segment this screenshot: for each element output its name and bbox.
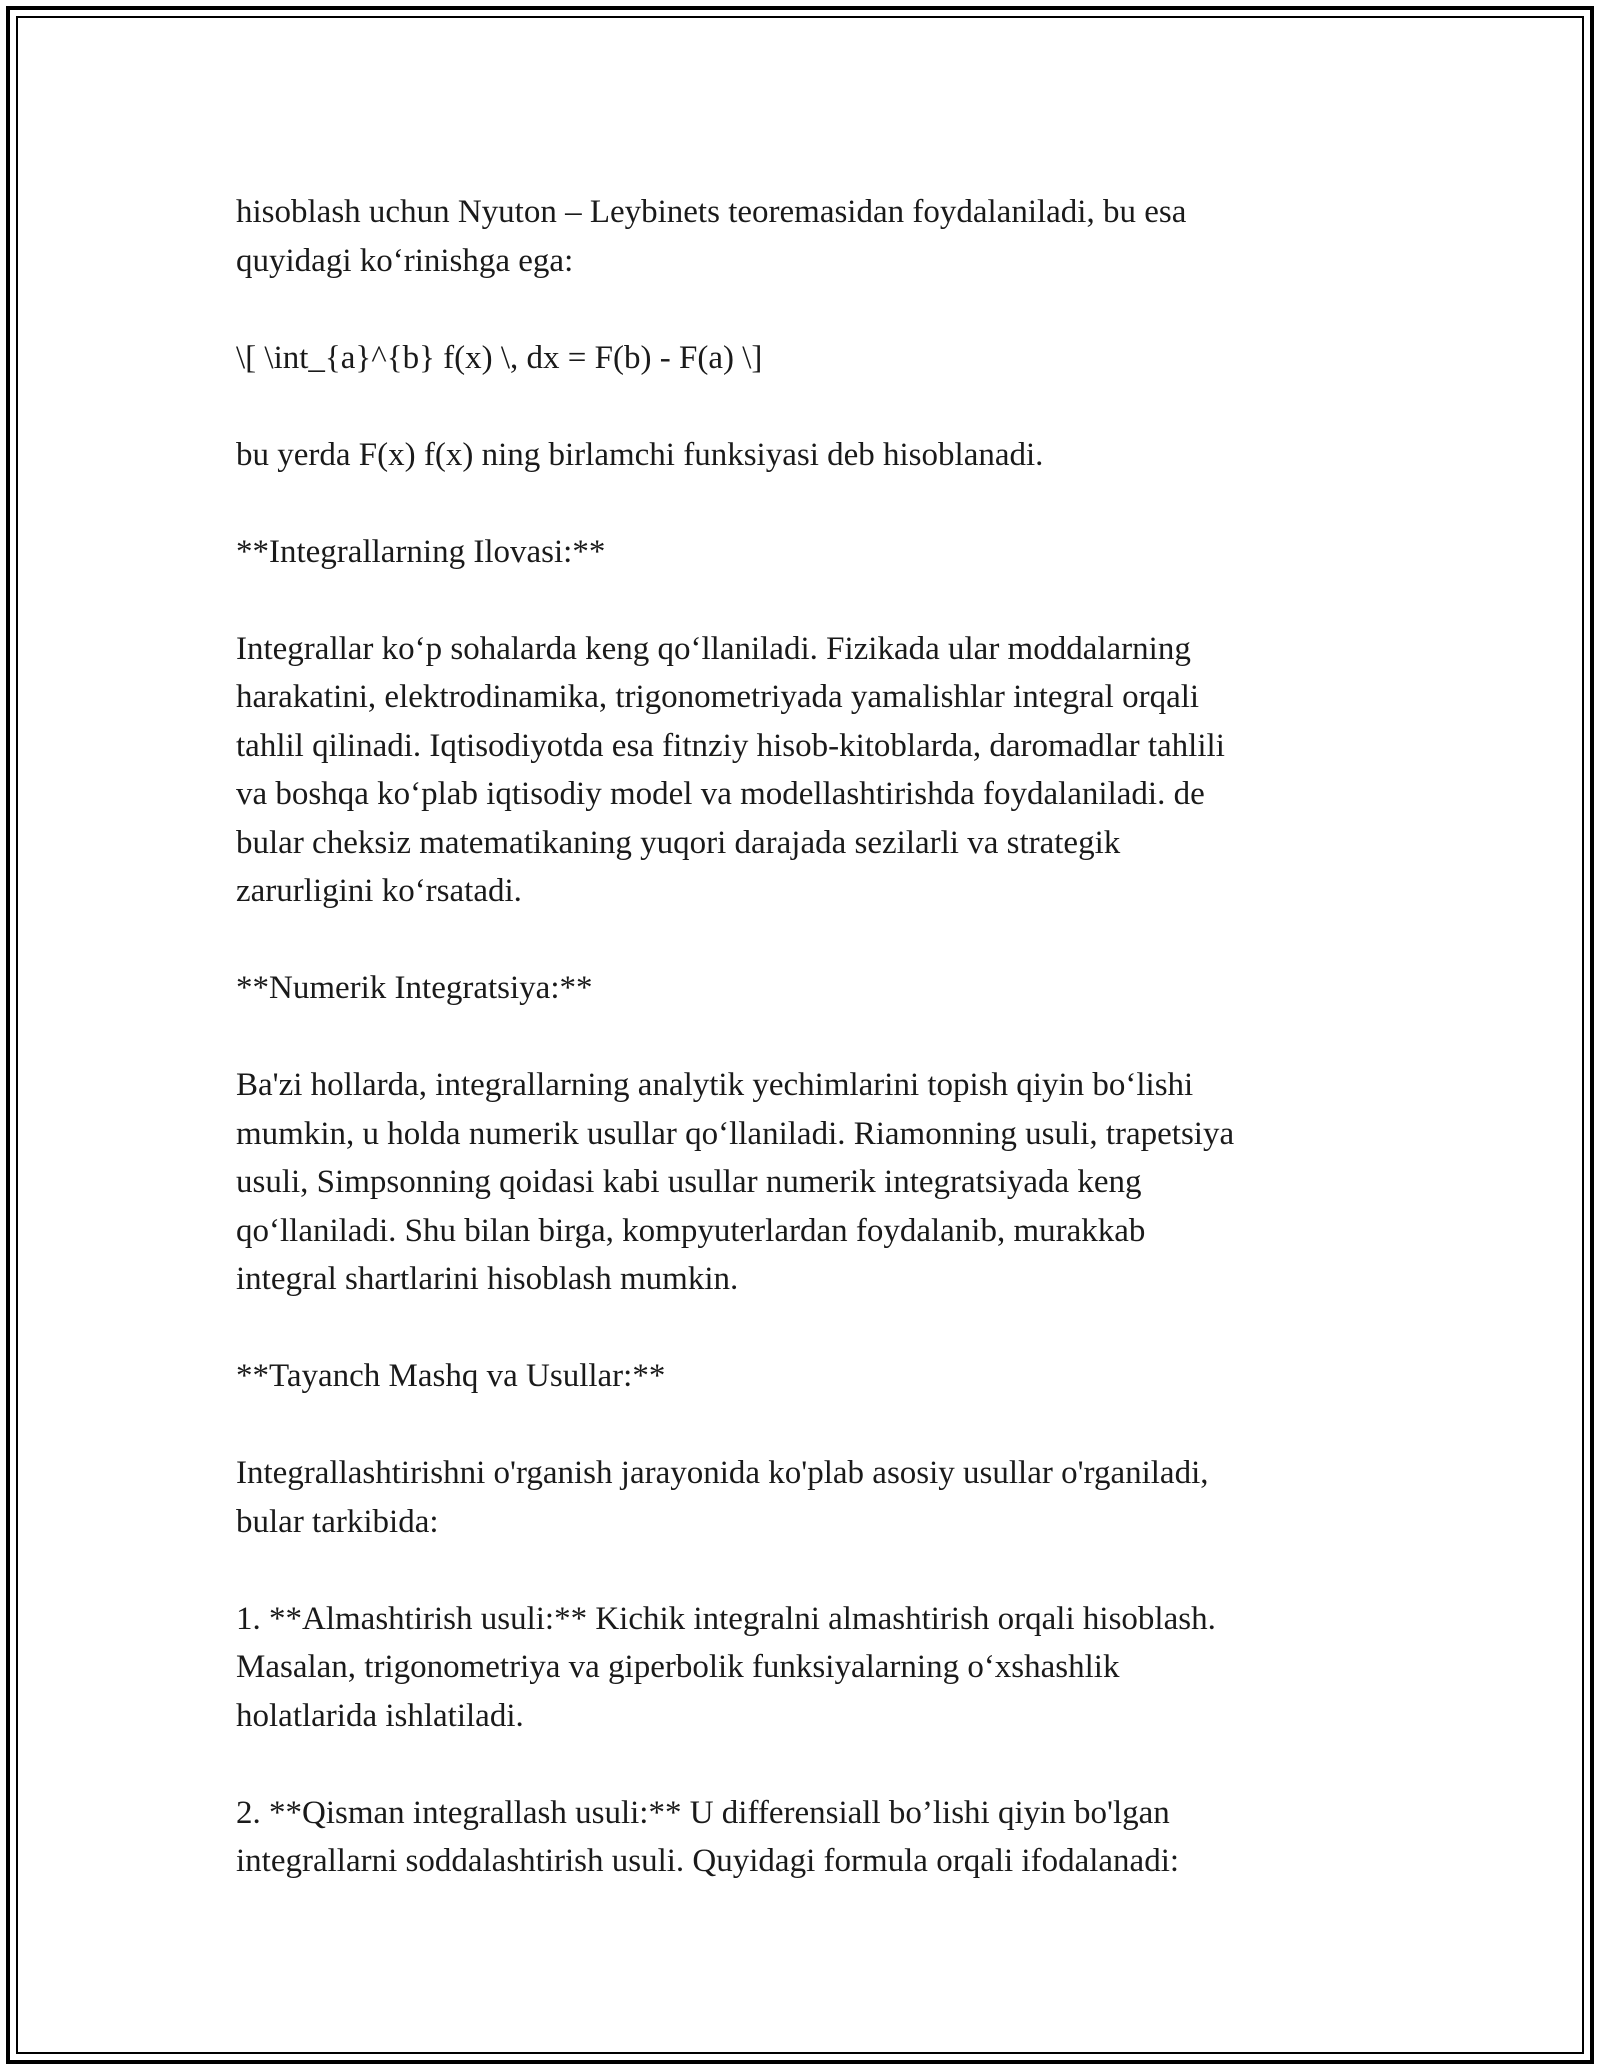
paragraph-basic-methods-intro: Integrallashtirishni o'rganish jarayonida ko'plab asosiy usullar o'rganiladi, bular tarkibida: <box>236 1455 1209 1540</box>
paragraph-newton-leibniz-intro: hisoblash uchun Nyuton – Leybinets teoremasidan foydalaniladi, bu esa quyidagi ko‘rinishga ega: <box>236 194 1187 279</box>
heading-basic-methods: **Tayanch Mashq va Usullar:** <box>236 1358 666 1394</box>
list-item-substitution: 1. **Almashtirish usuli:** Kichik integralni almashtirish orqali hisoblash. Masalan, trigonometriya va giperbolik funksiyalarning o‘xshashlik holatlarida ishlatiladi. <box>236 1600 1216 1734</box>
heading-integral-applications: **Integrallarning Ilovasi:** <box>236 533 606 570</box>
document-body <box>236 188 1366 1886</box>
paragraph-antiderivative-note: bu yerda F(x) f(x) ning birlamchi funksiyasi deb hisoblanadi. <box>236 436 1044 473</box>
paragraph-integral-applications: Integrallar ko‘p sohalarda keng qo‘llaniladi. Fizikada ular moddalarning harakatini, elektrodinamika, trigonometriyada yamalishlar integral orqali tahlil qilinadi. Iqtisodiyotda esa fitnziy hisob-kitoblarda, daromadlar tahlili va boshqa ko‘plab iqtisodiy model va modellashtirishda foydalaniladi. de bular cheksiz matematikaning yuqori darajada sezilarli va strategik zarurligini ko‘rsatadi. <box>236 630 1225 909</box>
list-item-integration-by-parts: 2. **Qisman integrallash usuli:** U differensiall bo’lishi qiyin bo'lgan integrallarni soddalashtirish usuli. Quyidagi formula orqali ifodalanadi: <box>236 1794 1180 1879</box>
heading-numerical-integration: **Numerik Integratsiya:** <box>236 970 593 1006</box>
paragraph-numerical-integration: Ba'zi hollarda, integrallarning analytik yechimlarini topish qiyin bo‘lishi mumkin, u holda numerik usullar qo‘llaniladi. Riamonning usuli, trapetsiya usuli, Simpsonning qoidasi kabi usullar numerik integratsiyada keng qo‘llaniladi. Shu bilan birga, kompyuterlardan foydalanib, murakkab integral shartlarini hisoblash mumkin. <box>236 1067 1235 1297</box>
paragraph-formula-latex: \[ \int_{a}^{b} f(x) \, dx = F(b) - F(a) \] <box>236 339 763 376</box>
